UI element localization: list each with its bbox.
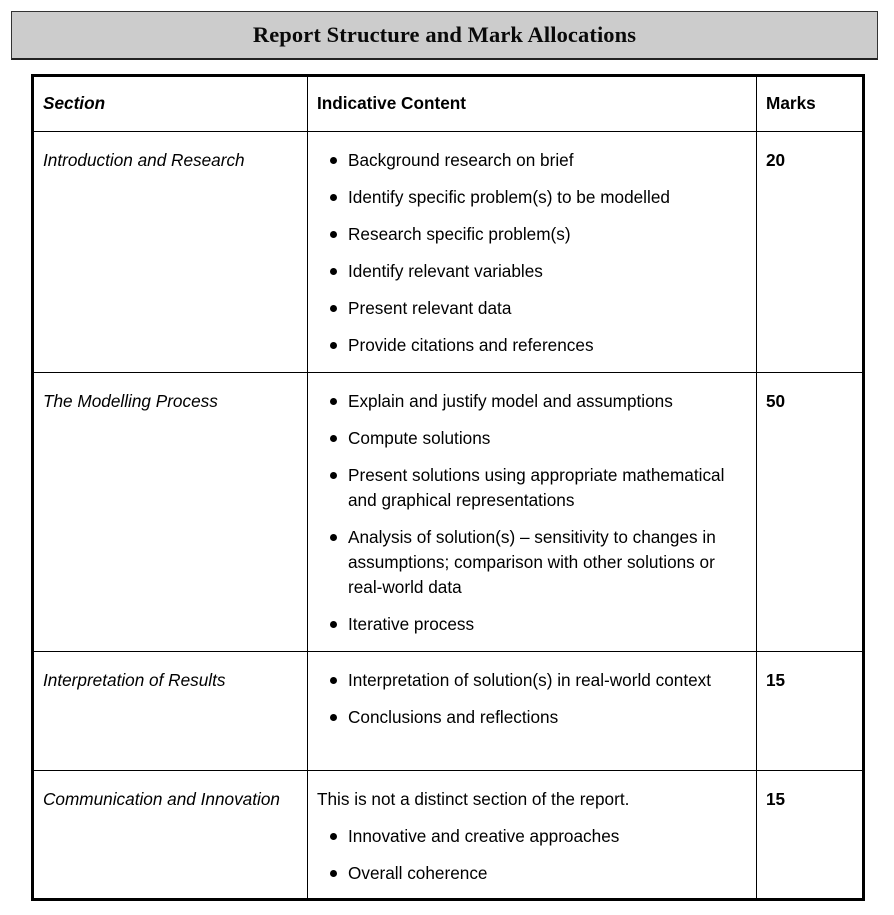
list-item-text: Present relevant data — [348, 298, 512, 318]
bullet-icon — [330, 621, 337, 628]
bullet-icon — [330, 677, 337, 684]
list-item — [317, 861, 748, 886]
bullet-list — [317, 668, 748, 730]
section-name: Communication and Innovation — [33, 771, 308, 900]
page-title: Report Structure and Mark Allocations — [252, 22, 637, 47]
list-item — [317, 185, 748, 210]
list-item — [317, 148, 748, 173]
list-item — [317, 333, 748, 358]
table-header-row — [33, 76, 864, 132]
table-row — [33, 771, 864, 900]
bullet-list — [317, 148, 748, 358]
section-note: This is not a distinct section of the report. — [317, 789, 630, 809]
list-item-text: Iterative process — [348, 614, 475, 634]
list-item — [317, 525, 748, 600]
list-item — [317, 296, 748, 321]
bullet-icon — [330, 714, 337, 721]
list-item — [317, 705, 748, 730]
marks-value: 15 — [757, 652, 864, 771]
bullet-icon — [330, 305, 337, 312]
list-item-text: Innovative and creative approaches — [348, 826, 620, 846]
section-name: Introduction and Research — [33, 132, 308, 373]
list-item — [317, 824, 748, 849]
bullet-icon — [330, 398, 337, 405]
bullet-icon — [330, 268, 337, 275]
indicative-content — [308, 132, 757, 373]
table-row — [33, 652, 864, 771]
marks-value: 50 — [757, 373, 864, 652]
list-item-text: Explain and justify model and assumptions — [348, 391, 673, 411]
bullet-icon — [330, 534, 337, 541]
section-name: Interpretation of Results — [33, 652, 308, 771]
indicative-content — [308, 652, 757, 771]
list-item — [317, 426, 748, 451]
bullet-icon — [330, 231, 337, 238]
bullet-list — [317, 824, 748, 886]
bullet-icon — [330, 157, 337, 164]
list-item-text: Overall coherence — [348, 863, 488, 883]
list-item — [317, 222, 748, 247]
title-banner — [11, 11, 878, 60]
indicative-content — [308, 373, 757, 652]
header-indicative-content: Indicative Content — [308, 76, 757, 132]
indicative-content — [308, 771, 757, 900]
mark-allocation-table — [31, 74, 865, 901]
section-name: The Modelling Process — [33, 373, 308, 652]
header-section: Section — [33, 76, 308, 132]
list-item — [317, 389, 748, 414]
bullet-icon — [330, 194, 337, 201]
list-item — [317, 259, 748, 284]
bullet-icon — [330, 833, 337, 840]
marks-value: 15 — [757, 771, 864, 900]
table-row — [33, 373, 864, 652]
list-item-text: Compute solutions — [348, 428, 491, 448]
bullet-list — [317, 389, 748, 637]
list-item-text: Background research on brief — [348, 150, 574, 170]
marks-value: 20 — [757, 132, 864, 373]
list-item-text: Conclusions and reflections — [348, 707, 559, 727]
list-item — [317, 668, 748, 693]
list-item-text: Identify specific problem(s) to be modelled — [348, 187, 670, 207]
list-item-text: Provide citations and references — [348, 335, 594, 355]
list-item-text: Present solutions using appropriate mathematical and graphical representations — [348, 465, 725, 510]
list-item-text: Analysis of solution(s) – sensitivity to changes in assumptions; comparison with other solutions or real-world data — [348, 527, 716, 597]
table-row — [33, 132, 864, 373]
bullet-icon — [330, 342, 337, 349]
bullet-icon — [330, 870, 337, 877]
list-item-text: Research specific problem(s) — [348, 224, 571, 244]
bullet-icon — [330, 435, 337, 442]
bullet-icon — [330, 472, 337, 479]
list-item — [317, 612, 748, 637]
header-marks: Marks — [757, 76, 864, 132]
list-item-text: Identify relevant variables — [348, 261, 543, 281]
list-item-text: Interpretation of solution(s) in real-world context — [348, 670, 712, 690]
list-item — [317, 463, 748, 513]
